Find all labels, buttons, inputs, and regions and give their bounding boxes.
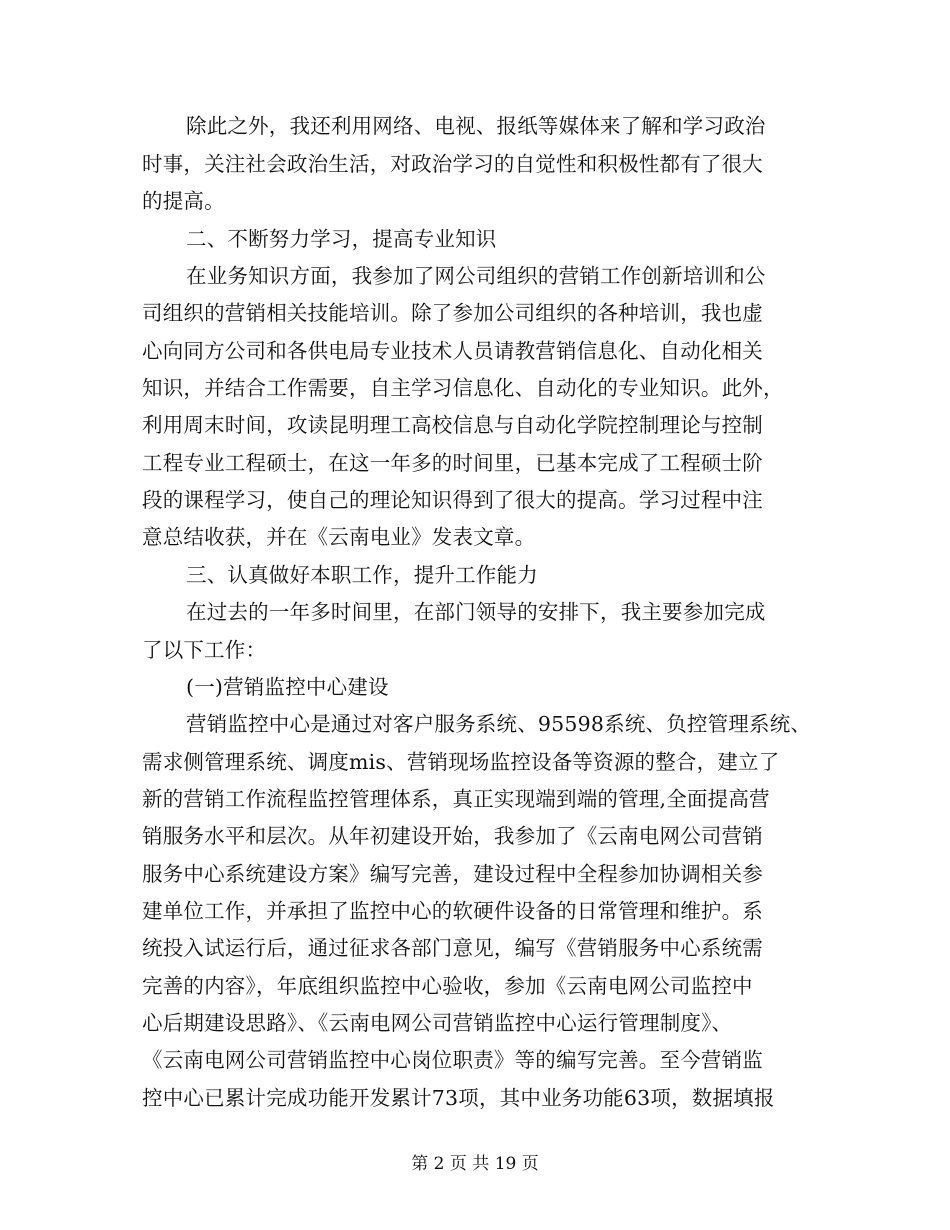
paragraph-line: 在过去的一年多时间里，在部门领导的安排下，我主要参加完成 xyxy=(186,600,766,624)
paragraph-line: 知识，并结合工作需要，自主学习信息化、自动化的专业知识。此外， xyxy=(142,376,784,400)
paragraph-line: 时事，关注社会政治生活，对政治学习的自觉性和积极性都有了很大 xyxy=(142,152,763,176)
paragraph-line: 了以下工作： xyxy=(142,638,267,662)
paragraph-line: 完善的内容》，年底组织监控中心验收，参加《云南电网公司监控中 xyxy=(142,974,753,998)
paragraph-line: 《云南电网公司营销监控中心岗位职责》等的编写完善。至今营销监 xyxy=(142,1048,763,1072)
paragraph-line: 段的课程学习，使自己的理论知识得到了很大的提高。学习过程中注 xyxy=(142,488,763,512)
page-number-footer: 第 2 页 共 19 页 xyxy=(411,1154,539,1174)
paragraph-line: 统投入试运行后，通过征求各部门意见，编写《营销服务中心系统需 xyxy=(142,936,763,960)
paragraph-line: 控中心已累计完成功能开发累计73项，其中业务功能63项，数据填报 xyxy=(142,1086,775,1110)
paragraph-line: 需求侧管理系统、调度mis、营销现场监控设备等资源的整合，建立了 xyxy=(142,750,780,774)
section-heading: 二、不断努力学习，提高专业知识 xyxy=(186,227,497,251)
paragraph-line: 司组织的营销相关技能培训。除了参加公司组织的各种培训，我也虚 xyxy=(142,301,763,325)
paragraph-line: 服务中心系统建设方案》编写完善，建设过程中全程参加协调相关参 xyxy=(142,862,763,886)
paragraph-line: 新的营销工作流程监控管理体系，真正实现端到端的管理,全面提高营 xyxy=(142,787,770,811)
paragraph-line: 建单位工作，并承担了监控中心的软硬件设备的日常管理和维护。系 xyxy=(142,899,763,923)
section-heading: 三、认真做好本职工作，提升工作能力 xyxy=(186,563,538,587)
paragraph-line: 工程专业工程硕士，在这一年多的时间里，已基本完成了工程硕士阶 xyxy=(142,451,763,475)
paragraph-line: 意总结收获，并在《云南电业》发表文章。 xyxy=(142,525,536,549)
paragraph-line: 心后期建设思路》、《云南电网公司营销监控中心运行管理制度》、 xyxy=(142,1011,733,1035)
paragraph-line: 销服务水平和层次。从年初建设开始，我参加了《云南电网公司营销 xyxy=(142,824,763,848)
paragraph-line: 心向同方公司和各供电局专业技术人员请教营销信息化、自动化相关 xyxy=(142,339,763,363)
paragraph-line: 利用周末时间，攻读昆明理工高校信息与自动化学院控制理论与控制 xyxy=(142,413,763,437)
paragraph-line: 在业务知识方面，我参加了网公司组织的营销工作创新培训和公 xyxy=(186,264,766,288)
subsection-heading: (一)营销监控中心建设 xyxy=(186,675,389,699)
paragraph-line: 除此之外，我还利用网络、电视、报纸等媒体来了解和学习政治 xyxy=(186,114,766,138)
paragraph-line: 营销监控中心是通过对客户服务系统、95598系统、负控管理系统、 xyxy=(186,712,812,736)
paragraph-line: 的提高。 xyxy=(142,189,225,213)
